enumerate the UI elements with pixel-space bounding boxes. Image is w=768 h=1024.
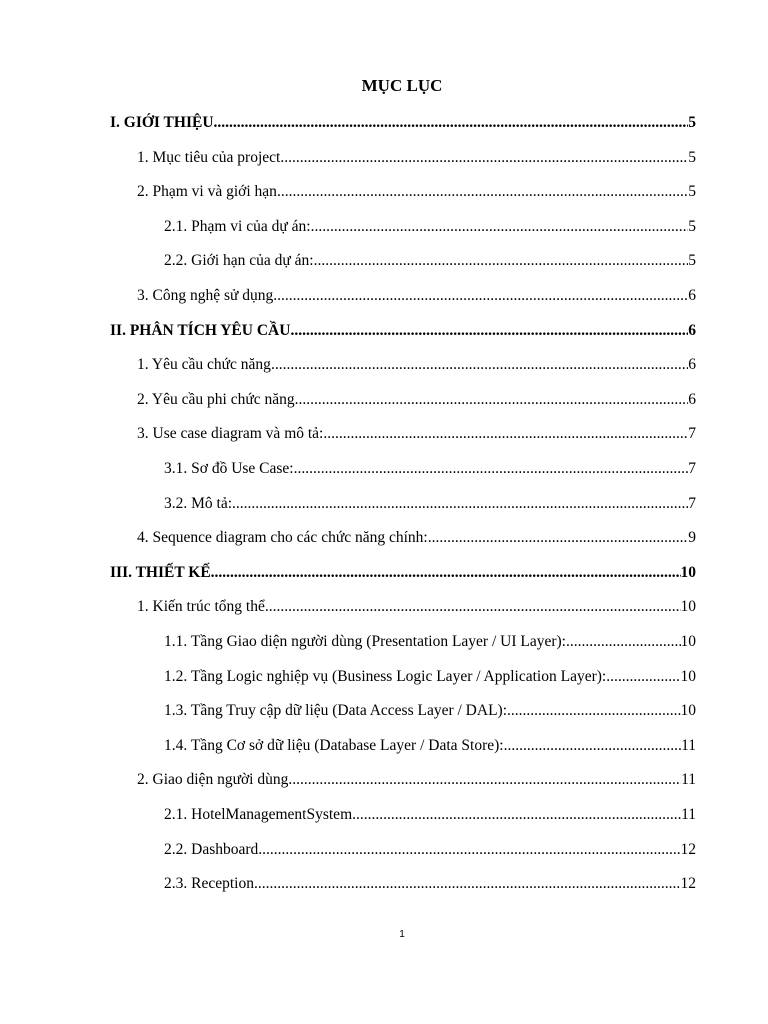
toc-entry-page: 12 bbox=[680, 840, 696, 858]
toc-dot-leader bbox=[428, 527, 689, 549]
toc-entry[interactable] bbox=[0, 389, 696, 411]
toc-dot-leader bbox=[295, 389, 689, 411]
toc-dot-leader bbox=[258, 839, 680, 861]
toc-entry-title: 1.3. Tầng Truy cập dữ liệu (Data Access Layer / DAL): bbox=[164, 702, 508, 720]
toc-entry[interactable] bbox=[0, 493, 696, 515]
toc-entry[interactable] bbox=[0, 112, 696, 134]
toc-entry[interactable] bbox=[0, 320, 696, 342]
toc-entry-title: II. PHÂN TÍCH YÊU CẦU bbox=[110, 321, 291, 339]
toc-entry-page: 10 bbox=[680, 667, 696, 685]
toc-entry-title: III. THIẾT KẾ bbox=[110, 563, 211, 581]
toc-entry-title: I. GIỚI THIỆU bbox=[110, 114, 214, 131]
toc-dot-leader bbox=[323, 423, 688, 445]
toc-entry-title: 1. Kiến trúc tổng thể bbox=[137, 598, 265, 616]
toc-entry-page: 6 bbox=[688, 287, 696, 304]
toc-entry-title: 3.1. Sơ đồ Use Case: bbox=[164, 460, 294, 477]
toc-dot-leader bbox=[277, 181, 688, 203]
toc-entry-title: 2.1. Phạm vi của dự án: bbox=[164, 217, 311, 235]
toc-entry[interactable] bbox=[0, 354, 696, 376]
toc-entry[interactable] bbox=[0, 147, 696, 169]
toc-entry[interactable] bbox=[0, 423, 696, 445]
toc-dot-leader bbox=[290, 320, 688, 342]
toc-entry[interactable] bbox=[0, 631, 696, 653]
toc-dot-leader bbox=[273, 285, 688, 307]
toc-entry-title: 2. Giao diện người dùng bbox=[137, 771, 289, 789]
toc-entry[interactable] bbox=[0, 873, 696, 895]
toc-entry-page: 11 bbox=[681, 771, 696, 789]
toc-dot-leader bbox=[294, 458, 689, 480]
toc-entry-title: 3.2. Mô tả: bbox=[164, 494, 233, 512]
toc-entry-title: 1.2. Tầng Logic nghiệp vụ (Business Logic Layer / Application Layer): bbox=[164, 667, 607, 685]
toc-entry[interactable] bbox=[0, 527, 696, 549]
toc-entry-title: 2.3. Reception bbox=[164, 875, 254, 893]
toc-dot-leader bbox=[311, 216, 689, 238]
page-number: 1 bbox=[399, 929, 405, 940]
toc-entry-page: 7 bbox=[688, 460, 696, 477]
toc-entry-title: 2.2. Giới hạn của dự án: bbox=[164, 252, 314, 270]
toc-entry-title: 2. Yêu cầu phi chức năng bbox=[137, 390, 295, 408]
toc-entry-page: 9 bbox=[688, 529, 696, 547]
toc-entry-page: 10 bbox=[680, 563, 696, 581]
toc-entry-title: 2.2. Dashboard bbox=[164, 840, 259, 858]
toc-entry-page: 5 bbox=[688, 252, 696, 270]
toc-entry-page: 6 bbox=[688, 356, 696, 374]
toc-entry-title: 3. Use case diagram và mô tả: bbox=[137, 425, 324, 443]
toc-entry-title: 2.1. HotelManagementSystem bbox=[164, 806, 353, 823]
toc-entry-page: 11 bbox=[681, 806, 696, 823]
toc-entry-title: 1. Mục tiêu của project bbox=[137, 148, 281, 166]
toc-entry-page: 12 bbox=[680, 875, 696, 893]
toc-entry[interactable] bbox=[0, 458, 696, 480]
toc-entry-page: 5 bbox=[688, 217, 696, 235]
toc-dot-leader bbox=[232, 493, 688, 515]
toc-entry-page: 10 bbox=[680, 633, 696, 650]
toc-entry-title: 1.4. Tầng Cơ sở dữ liệu (Database Layer / Data Store): bbox=[164, 736, 504, 754]
toc-dot-leader bbox=[314, 250, 689, 272]
toc-entry-title: 2. Phạm vi và giới hạn bbox=[137, 183, 277, 201]
toc-entry[interactable] bbox=[0, 769, 696, 791]
toc-entry-page: 5 bbox=[688, 114, 696, 131]
toc-entry-title: 3. Công nghệ sử dụng bbox=[137, 287, 274, 304]
toc-entry-title: 1.1. Tầng Giao diện người dùng (Presentation Layer / UI Layer): bbox=[164, 633, 566, 650]
toc-entry-title: 1. Yêu cầu chức năng bbox=[137, 356, 271, 374]
toc-entry-page: 10 bbox=[680, 598, 696, 616]
toc-entry[interactable] bbox=[0, 285, 696, 307]
toc-entry[interactable] bbox=[0, 181, 696, 203]
toc-entry-title: 4. Sequence diagram cho các chức năng chính: bbox=[137, 529, 428, 547]
toc-dot-leader bbox=[254, 873, 681, 895]
toc-entry-page: 11 bbox=[681, 736, 696, 754]
toc-entry[interactable] bbox=[0, 562, 696, 584]
toc-dot-leader bbox=[507, 700, 680, 722]
toc-entry-page: 7 bbox=[688, 425, 696, 443]
toc-entry-page: 6 bbox=[688, 321, 696, 339]
toc-entry-page: 5 bbox=[688, 183, 696, 201]
toc-entry[interactable] bbox=[0, 804, 696, 826]
toc-dot-leader bbox=[352, 804, 681, 826]
toc-dot-leader bbox=[265, 596, 681, 618]
toc-entry-page: 10 bbox=[680, 702, 696, 720]
toc-entry[interactable] bbox=[0, 839, 696, 861]
toc-entry[interactable] bbox=[0, 735, 696, 757]
toc-dot-leader bbox=[271, 354, 688, 376]
toc-entry[interactable] bbox=[0, 216, 696, 238]
toc-entry[interactable] bbox=[0, 250, 696, 272]
toc-dot-leader bbox=[606, 666, 680, 688]
page-title: MỤC LỤC bbox=[361, 76, 443, 95]
toc-dot-leader bbox=[280, 147, 688, 169]
toc-dot-leader bbox=[214, 112, 689, 134]
toc-entry[interactable] bbox=[0, 700, 696, 722]
toc-dot-leader bbox=[566, 631, 681, 653]
toc-entry-page: 6 bbox=[688, 390, 696, 408]
toc-entry-page: 7 bbox=[688, 494, 696, 512]
toc-entry[interactable] bbox=[0, 666, 696, 688]
toc-dot-leader bbox=[504, 735, 681, 757]
toc-entry[interactable] bbox=[0, 596, 696, 618]
toc-dot-leader bbox=[211, 562, 681, 584]
toc-dot-leader bbox=[288, 769, 681, 791]
toc-entry-page: 5 bbox=[688, 148, 696, 166]
